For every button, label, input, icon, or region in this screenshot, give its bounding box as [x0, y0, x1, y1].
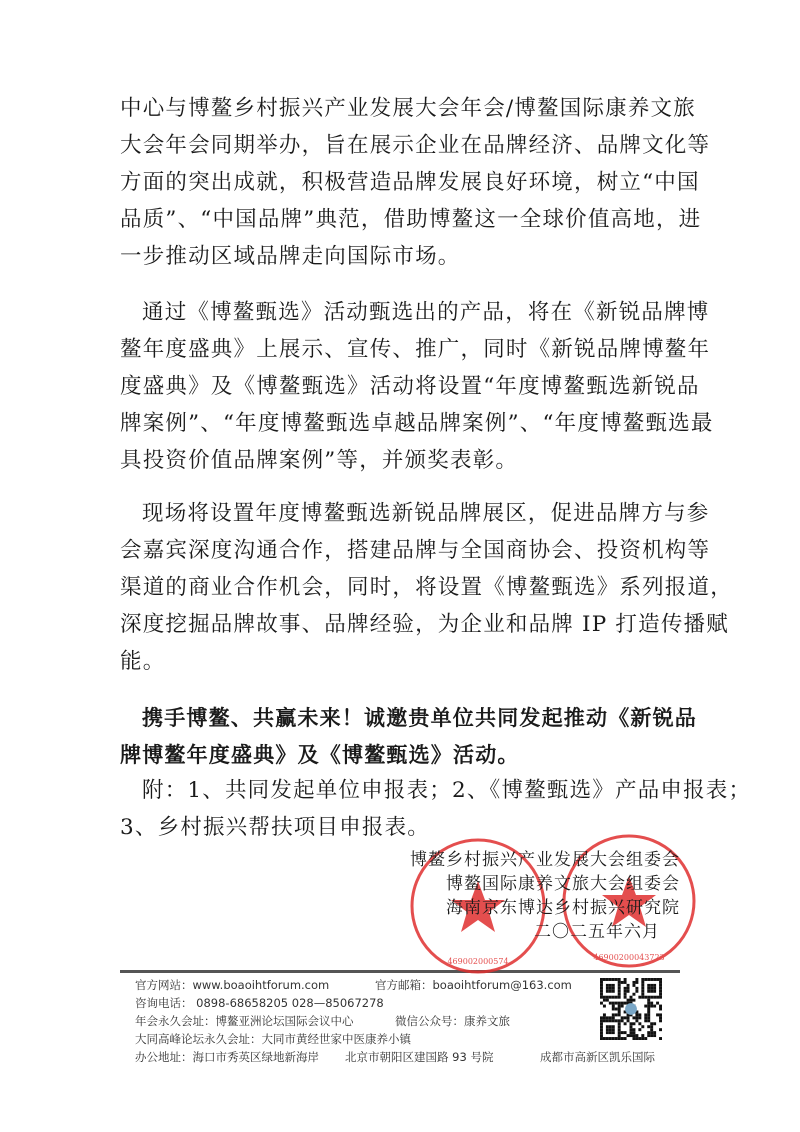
footer-email: 官方邮箱：boaoihtforum@163.com [375, 978, 572, 992]
footer-website: 官方网站：www.boaoihtforum.com [135, 978, 330, 992]
para3-line: 深度挖掘品牌故事、品牌经验，为企业和品牌 IP 打造传播赋 [120, 612, 729, 637]
attach-line: 附：1、共同发起单位申报表；2、《博鳌甄选》产品申报表； [142, 778, 752, 803]
svg-text:469002000574: 469002000574 [447, 957, 509, 966]
para1-line: 大会年会同期举办，旨在展示企业在品牌经济、品牌文化等 [120, 133, 711, 158]
para3-line: 现场将设置年度博鳌甄选新锐品牌展区，促进品牌方与参 [142, 501, 710, 526]
para2-line: 具投资价值品牌案例”等，并颁奖表彰。 [120, 448, 519, 473]
para3-line: 渠道的商业合作机会，同时，将设置《博鳌甄选》系列报道， [120, 575, 733, 600]
bold-line: 牌博鳌年度盛典》及《博鳌甄选》活动。 [120, 743, 520, 767]
footer-phone: 咨询电话： 0898-68658205 028—85067278 [135, 996, 384, 1010]
para3-line: 能。 [120, 649, 166, 674]
bold-line: 携手博鳌、共赢未来！诚邀贵单位共同发起推动《新锐品 [142, 706, 697, 730]
signature-org-3: 海南京东博达乡村振兴研究院 [446, 898, 680, 918]
para3-line: 会嘉宾深度沟通合作，搭建品牌与全国商协会、投资机构等 [120, 538, 711, 563]
para1-line: 一步推动区域品牌走向国际市场。 [120, 244, 461, 269]
para2-line: 鳌年度盛典》上展示、宣传、推广，同时《新锐品牌博鳌年 [120, 337, 711, 362]
signature-org-2: 博鳌国际康养文旅大会组委会 [446, 874, 680, 894]
attach-line: 3、乡村振兴帮扶项目申报表。 [120, 815, 430, 840]
para1-line: 品质”、“中国品牌”典范，借助博鳌这一全球价值高地，进 [120, 207, 702, 232]
signature-date: 二〇二五年六月 [534, 922, 660, 942]
signature-org-1: 博鳌乡村振兴产业发展大会组委会 [410, 850, 680, 870]
para1-line: 方面的突出成就，积极营造品牌发展良好环境，树立“中国 [120, 170, 700, 195]
para2-line: 度盛典》及《博鳌甄选》活动将设置“年度博鳌甄选新锐品 [120, 374, 700, 399]
footer-office: 办公地址：海口市秀英区绿地新海岸 [135, 1050, 319, 1064]
footer-datong: 大同高峰论坛永久会址：大同市黄经世家中医康养小镇 [135, 1032, 411, 1046]
footer-venue: 年会永久会址：博鳌亚洲论坛国际会议中心 [135, 1014, 354, 1028]
footer-office-beijing: 北京市朝阳区建国路 93 号院 [345, 1050, 494, 1064]
para2-line: 通过《博鳌甄选》活动甄选出的产品，将在《新锐品牌博 [142, 300, 710, 325]
footer-wechat: 微信公众号：康养文旅 [395, 1014, 510, 1028]
svg-text:46900200043723: 46900200043723 [593, 953, 665, 962]
para1-line: 中心与博鳌乡村振兴产业发展大会年会/博鳌国际康养文旅 [120, 96, 696, 121]
para2-line: 牌案例”、“年度博鳌甄选卓越品牌案例”、“年度博鳌甄选最 [120, 411, 714, 436]
footer-divider [120, 970, 680, 973]
qr-code-icon [600, 978, 662, 1040]
footer-office-chengdu: 成都市高新区凯乐国际 [540, 1050, 655, 1064]
